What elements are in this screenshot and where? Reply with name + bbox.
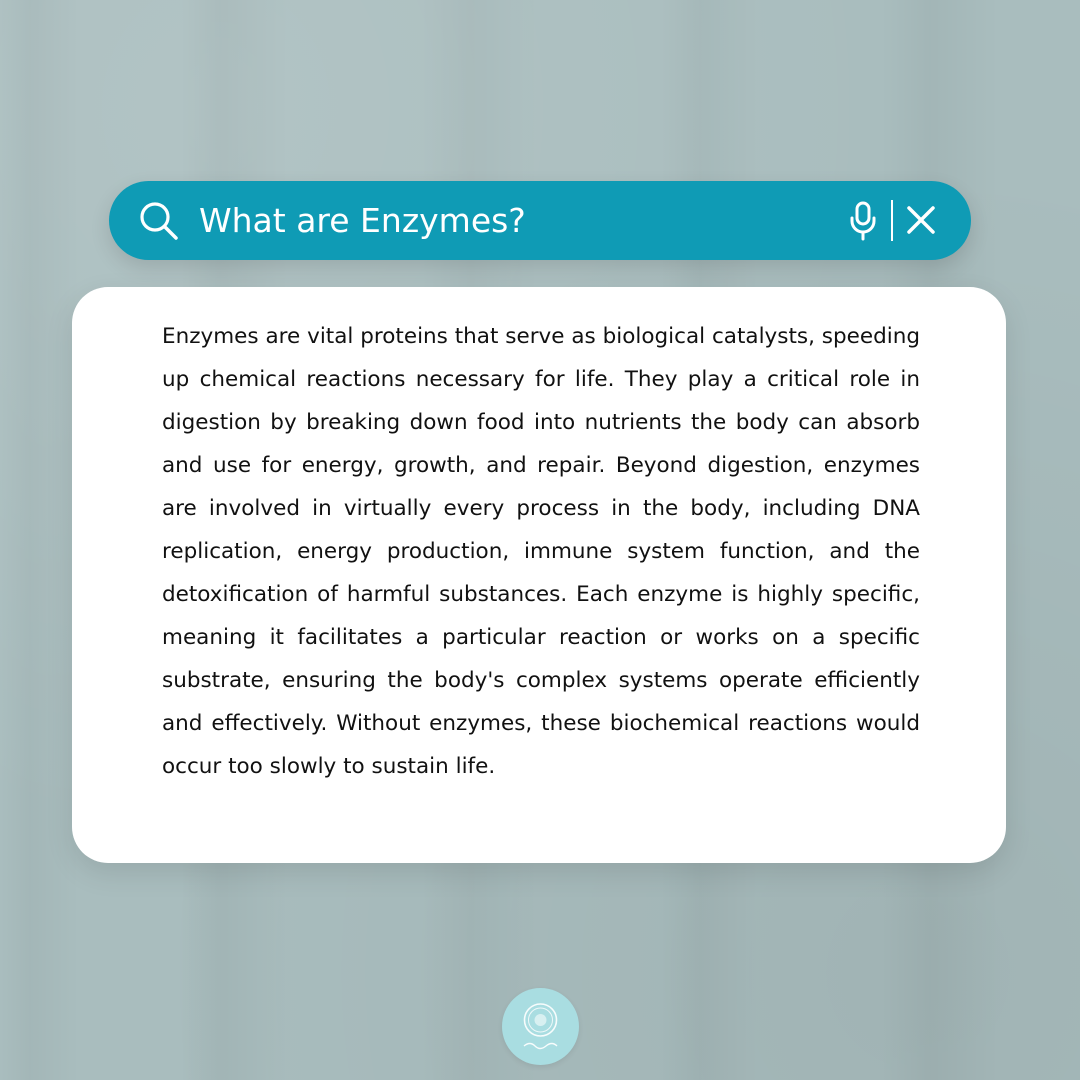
- mic-icon[interactable]: [847, 201, 879, 241]
- search-input[interactable]: What are Enzymes?: [199, 201, 526, 240]
- search-bar-divider: [891, 200, 893, 241]
- logo-seal-icon: [502, 988, 579, 1065]
- answer-text: Enzymes are vital proteins that serve as biological catalysts, speeding up chemical reactions necessary for life. They play a critical role in digestion by breaking down food into nutrients the body can absorb and use for energy, growth, and repair. Beyond digestion, enzymes are involved in virtually every process in the body, including DNA replication, energy production, immune system function, and the detoxification of harmful substances. Each enzyme is highly specific, meaning it facilitates a particular reaction or works on a specific substrate, ensuring the body's complex systems operate efficiently and effectively. Without enzymes, these biochemical reactions would occur too slowly to sustain life.: [162, 324, 920, 779]
- search-icon: [138, 200, 180, 242]
- close-icon[interactable]: [905, 204, 937, 236]
- brand-logo: [502, 988, 579, 1065]
